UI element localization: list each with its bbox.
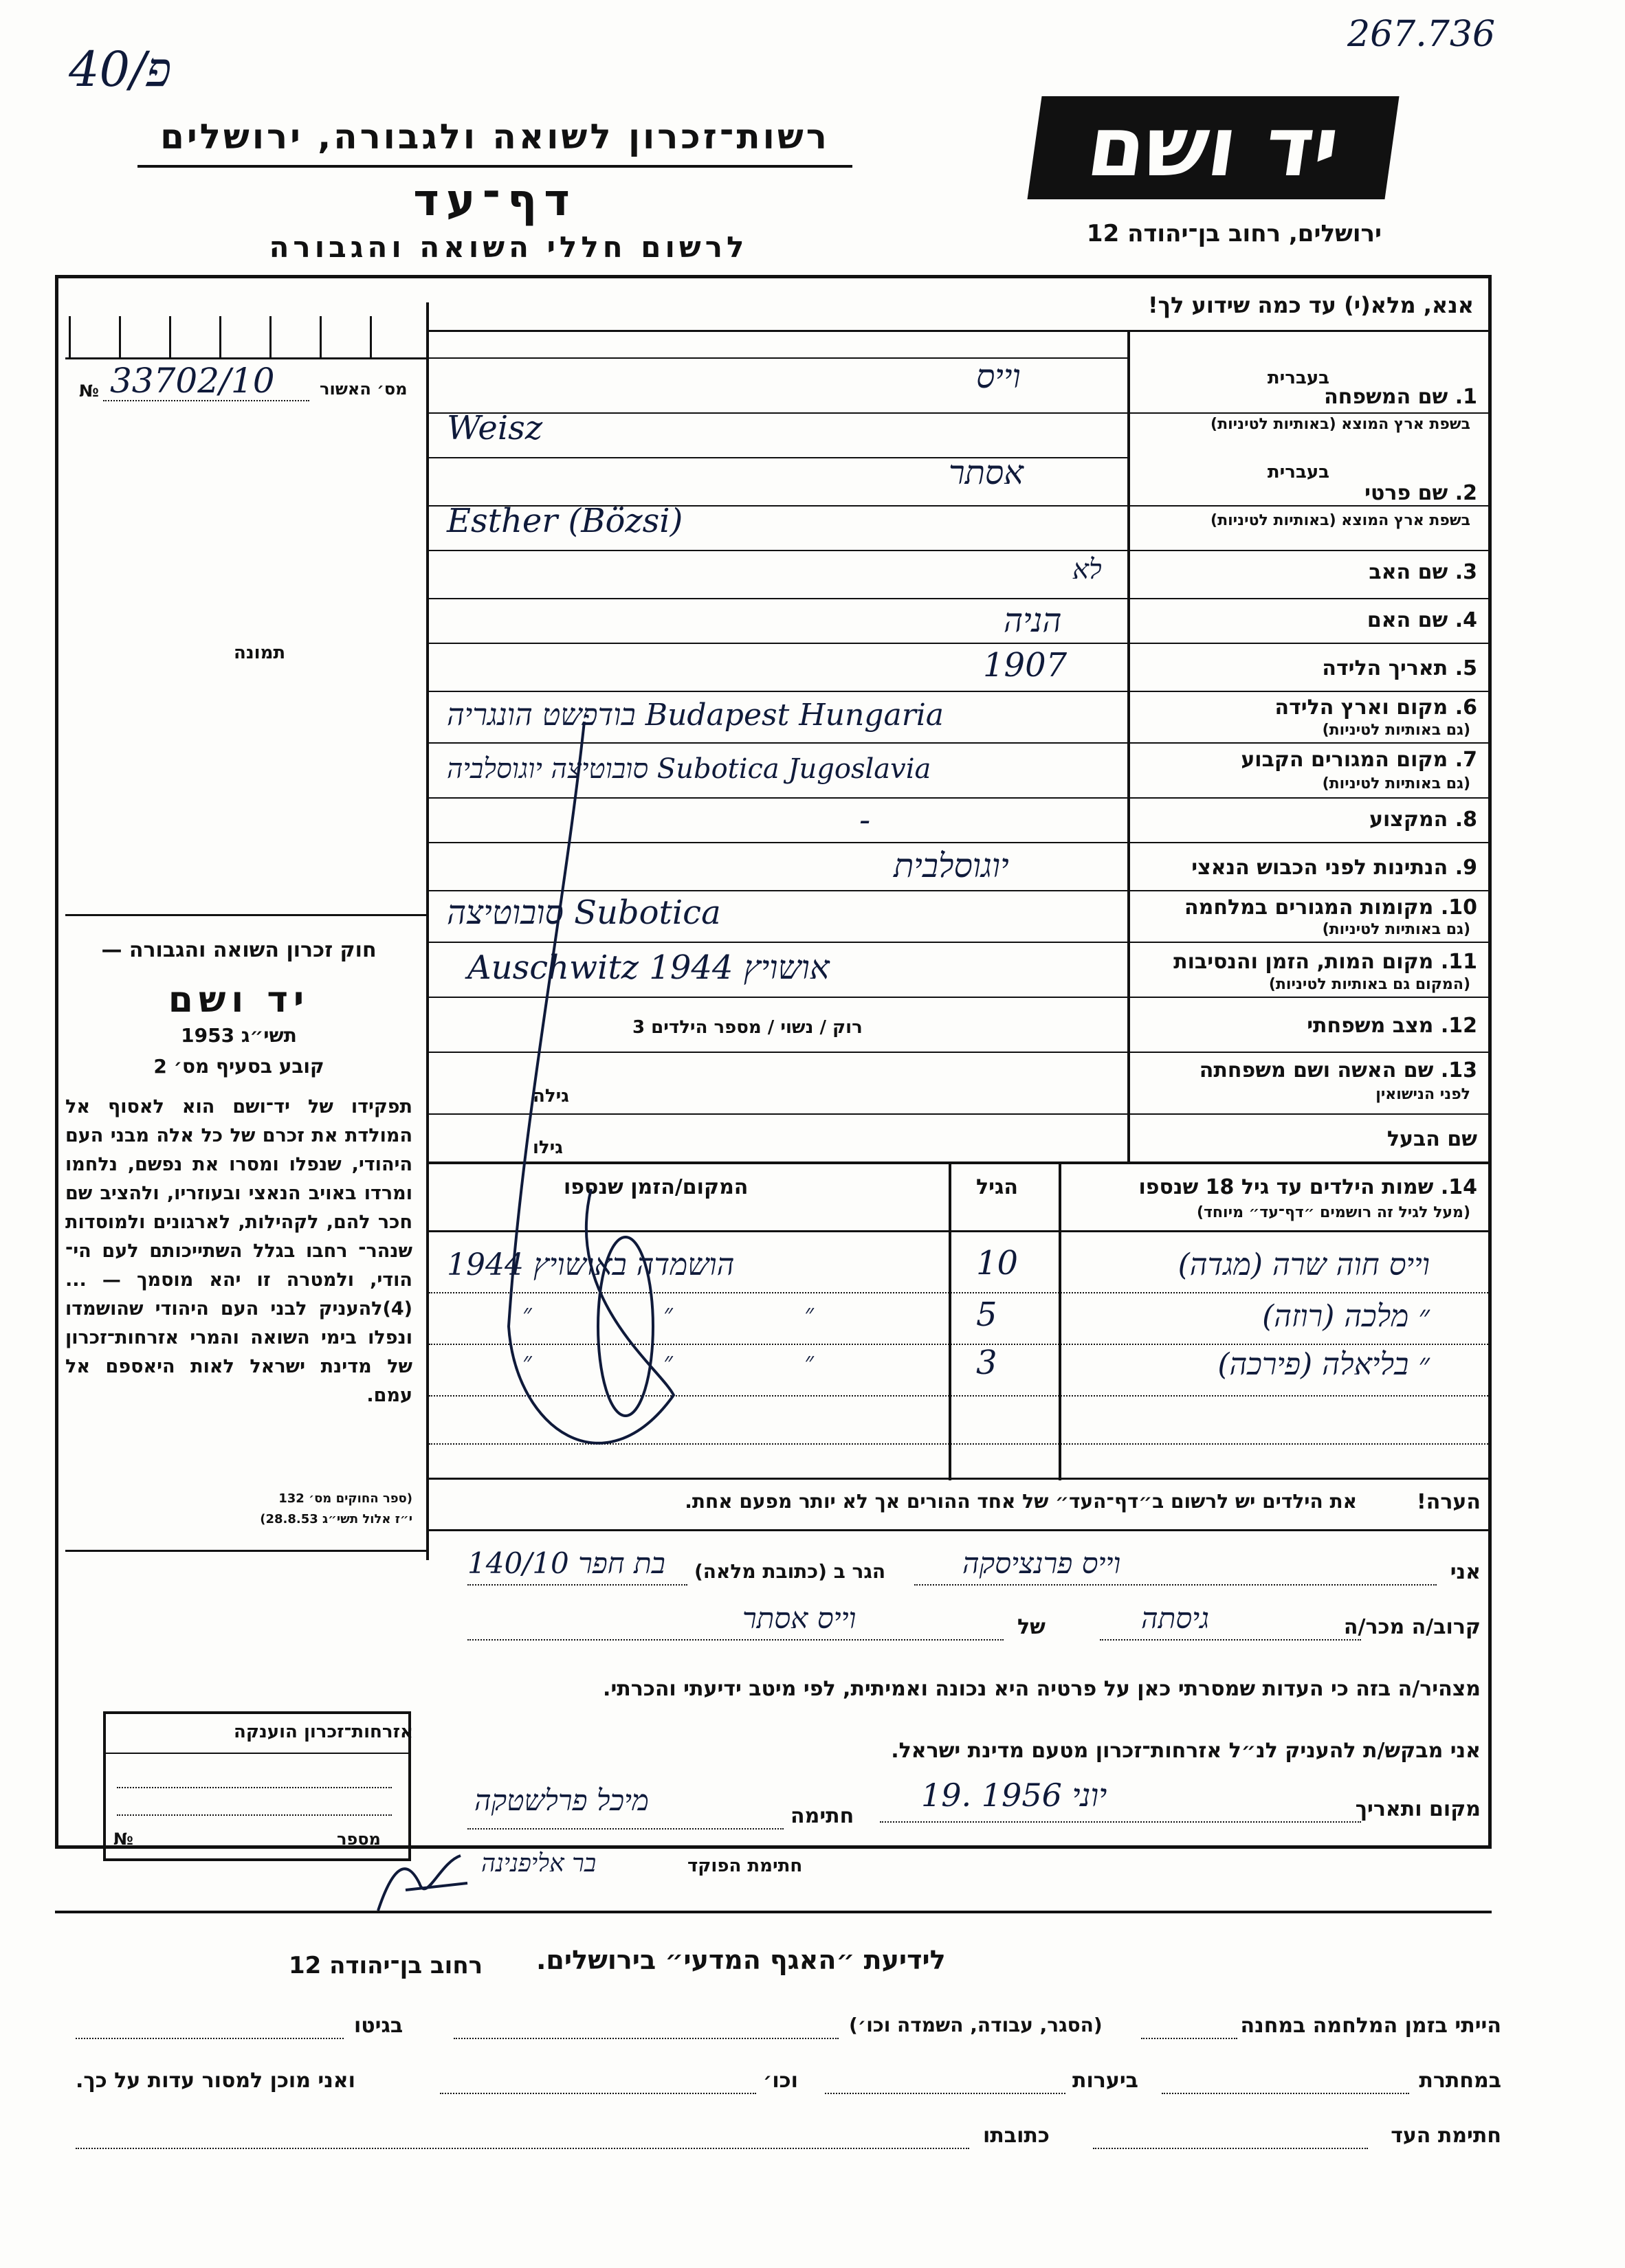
field-husband-label: שם הבעל	[1386, 1127, 1477, 1151]
declarant-name: וייס פרנציסקה	[962, 1546, 1121, 1580]
place-date-value: 19. יוני 1956	[921, 1777, 1107, 1814]
children-title: 14. שמות הילדים עד גיל 18 שנספו	[1138, 1175, 1477, 1199]
form-subtitle: לרשום חללי השואה והגבורה	[269, 230, 749, 264]
field-4-value: הניה	[1004, 601, 1062, 640]
field-8-value: -	[859, 801, 871, 839]
field-2-hebrew-tag: בעברית	[1267, 462, 1329, 482]
citizenship-number-sign: №	[113, 1830, 133, 1849]
field-4-label: 4. שם האם	[1367, 608, 1477, 632]
child-1-name: וייס חוה שרה (מגדה)	[1178, 1247, 1430, 1282]
bottom-title: לידיעת ״האגף המדעי״ בירושלים.	[536, 1945, 946, 1975]
field-12-value: רוק / נשוי / מספר הילדים 3	[632, 1017, 863, 1038]
approval-number: 33702/10	[110, 361, 275, 401]
bottom-line2-d: ואני מוכן למסור עדות על כך.	[76, 2069, 355, 2093]
law-source: (ספר החוקים מס׳ 132	[278, 1491, 412, 1506]
child-1-place: 1944 הושמדה באושויץ	[447, 1247, 735, 1282]
field-7-label: 7. מקום המגורים הקבוע	[1241, 748, 1477, 772]
officer-label: חתימת הפוקד	[687, 1856, 803, 1876]
law-year: תשי״ג 1953	[181, 1024, 297, 1047]
corner-handwritten-mark: 40/פ	[69, 41, 172, 98]
field-2-sub: בשפת ארץ המוצא (באותיות לטיניות)	[1211, 512, 1470, 529]
field-9-label: 9. הנתינות לפני הכבוש הנאצי	[1191, 856, 1477, 880]
field-5-value: 1907	[983, 646, 1068, 685]
header-address: ירושלים, רחוב בן־יהודה 12	[1086, 220, 1382, 247]
field-11-sub: (המקום גם באותיות לטיניות)	[1268, 976, 1470, 993]
photo-label: תמונה	[234, 643, 286, 663]
law-title: חוק זכרון השואה והגבורה —	[101, 938, 377, 962]
child-2-name: ״ מלכה (רוזה)	[1262, 1299, 1430, 1334]
bottom-line2-c: וכו׳	[763, 2069, 798, 2093]
approval-label: מס׳ האשור	[320, 379, 408, 399]
field-1-hebrew-value: וייס	[976, 357, 1021, 396]
field-5-label: 5. תאריך הלידה	[1322, 656, 1477, 680]
yad-vashem-logo: יד ושם	[1027, 96, 1399, 199]
field-1-latin-value: Weisz	[447, 409, 543, 447]
signature-value: מיכל פרלשטקה	[474, 1783, 649, 1817]
field-11-label: 11. מקום המות, הזמן והנסיבות	[1173, 950, 1477, 974]
field-2-latin-value: Esther (Bözsi)	[447, 502, 683, 540]
children-col-place: המקום/הזמן שנספו	[564, 1175, 749, 1199]
field-11-value: Auschwitz 1944 אושויץ	[467, 948, 830, 987]
bottom-line2-a: במחתרת	[1419, 2069, 1501, 2093]
field-1-sub: בשפת ארץ המוצא (באותיות לטיניות)	[1211, 416, 1470, 433]
place-date-label: מקום ותאריך	[1355, 1797, 1481, 1821]
citizenship-box-title: אזרחות־זכרון הוענקה	[234, 1722, 413, 1742]
document-number: 267.736	[1347, 14, 1496, 55]
of-name: וייס אסתר	[742, 1601, 856, 1635]
field-1-label: 1. שם המשפחה	[1324, 385, 1477, 409]
bottom-line1-b: (הסגר, עבודה, השמדה וכו׳)	[849, 2014, 1103, 2036]
law-date: י״ז אלול תשי״ג 28.8.53)	[260, 1512, 412, 1526]
declaration-text: מצהיר/ה בזה כי העדות שמסרתי כאן על פרטיה היא נכונה ואמיתית, לפי מיטב ידיעתי והכרתי.	[603, 1677, 1481, 1701]
field-3-label: 3. שם האב	[1369, 560, 1477, 584]
field-13-sub: לפני הנישואין	[1375, 1086, 1470, 1103]
children-col-age: הגיל	[976, 1175, 1018, 1199]
field-10-value: סובוטיצה Subotica	[447, 893, 721, 932]
relative-label: קרוב/ה מכר/ה	[1343, 1615, 1481, 1639]
declarant-address: בת חפר 140/10	[467, 1546, 665, 1580]
child-2-age: 5	[976, 1296, 997, 1334]
field-7-sub: (גם באותיות לטיניות)	[1322, 775, 1470, 792]
bottom-line2-b: ביערות	[1072, 2069, 1138, 2093]
note-bar-text: את הילדים יש לרשום ב״דף־העד״ של אחד ההורים אך לא יותר מפעם אחת.	[685, 1490, 1357, 1513]
officer-value: בר אליפנינה	[481, 1849, 597, 1878]
declarant-ani: אני	[1450, 1560, 1481, 1584]
approval-number-sign: №	[79, 381, 99, 401]
bottom-line1-c: בגיטו	[354, 2014, 404, 2038]
field-6-value: בודפשט הונגריה Budapest Hungaria	[447, 698, 944, 733]
hatch-marks	[69, 316, 412, 357]
field-1-hebrew-tag: בעברית	[1267, 368, 1329, 388]
law-text: תפקידו של יד־ושם הוא לאסוף אל המולדת את זכרם של כל אלה מבני העם היהודי, שנפלו ומסרו את נפשם, נלחמו ומרדו באויב הנאצי ובעוזריו, ולהציב שם חכר להם, לקהילות, לארגונים ולמוסדות שנהר־ רחבו בגלל השתייכותם לעם הי־ הודי, ולמטרה זו יהא מוסמך — ...(4)להעניק לבני העם היהודי שהושמדו ונפלו בימי השואה והמרי אזרחות־זכרון של מדינת ישראל לאות היאספם אל עמם.	[65, 1096, 412, 1406]
field-6-sub: (גם באותיות לטיניות)	[1322, 722, 1470, 739]
field-3-value: לא	[1072, 554, 1102, 586]
bottom-line3-b: כתובתו	[983, 2124, 1050, 2148]
field-2-hebrew-value: אסתר	[949, 454, 1024, 492]
citizenship-number-label: מספר	[337, 1830, 381, 1849]
form-title: דף־עד	[413, 175, 577, 226]
child-1-age: 10	[976, 1244, 1019, 1282]
request-text: אני מבקש/ת להעניק לנ״ל אזרחות־זכרון מטעם מדינת ישראל.	[891, 1739, 1481, 1763]
field-8-label: 8. המקצוע	[1369, 808, 1477, 832]
note-bar-label: הערה!	[1417, 1490, 1481, 1514]
bottom-address: רחוב בן־יהודה 12	[289, 1952, 483, 1979]
relation-value: גיסתה	[1141, 1601, 1209, 1635]
field-13-label: 13. שם האשה ושם משפחתה	[1199, 1058, 1477, 1082]
children-note: (מעל לגיל זה רושמים ״דף־עד״ מיוחד)	[1196, 1204, 1470, 1221]
signature-label: חתימה	[791, 1804, 854, 1828]
of-label: של	[1017, 1615, 1046, 1639]
field-6-label: 6. מקום וארץ הלידה	[1274, 696, 1477, 720]
field-9-value: יוגוסלבית	[894, 847, 1009, 885]
field-12-label: 12. מצב משפחתי	[1307, 1014, 1477, 1038]
field-10-sub: (גם באותיות לטיניות)	[1322, 921, 1470, 938]
authority-title: רשות־זכרון לשואה ולגבורה, ירושלים	[160, 117, 830, 157]
law-name: יד ושם	[168, 979, 310, 1021]
age-label-gilo: גילו	[533, 1137, 563, 1158]
child-3-place: ״ ״ ״	[522, 1348, 814, 1376]
child-3-name: ״ בליאלה (פירכה)	[1217, 1347, 1430, 1382]
bottom-line3-a: חתימת העד	[1391, 2124, 1501, 2148]
age-label-gila: גילה	[533, 1086, 569, 1107]
child-3-age: 3	[976, 1344, 997, 1382]
instruction-text: אנא, מלא(י) עד כמה שידוע לך!	[1147, 292, 1474, 318]
declarant-lives-at: הגר ב (כתובת מלאה)	[694, 1560, 886, 1583]
field-2-label: 2. שם פרטי	[1364, 481, 1477, 505]
law-section: קובע בסעיף מס׳ 2	[153, 1055, 324, 1078]
field-10-label: 10. מקומות המגורים במלחמה	[1184, 896, 1477, 920]
form-diagonal-scribble	[481, 708, 715, 1505]
field-7-value: סובוטיצה יוגוסלביה Subotica Jugoslavia	[447, 753, 931, 785]
bottom-line1-a: הייתי בזמן המלחמה במחנה	[1240, 2014, 1501, 2038]
child-2-place: ״ ״ ״	[522, 1300, 814, 1328]
